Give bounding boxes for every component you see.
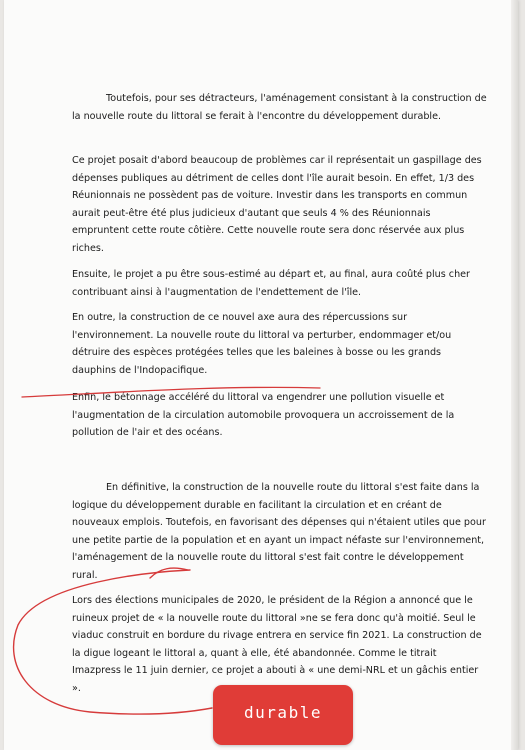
paragraph-intro: Toutefois, pour ses détracteurs, l'aménagement consistant à la construction de la nouvelle route du littoral se ferait à l'encontre du développement durable. [72,93,487,122]
paragraph-conclusion: En définitive, la construction de la nouvelle route du littoral s'est faite dans la logique du développement durable en facilitant la circulation et en créant de nouveaux emplois. Toutefois, en favorisant des dépenses qui n'étaient utiles que pour une petite partie de la population et en ayant un impact néfaste sur l'environnement, l'aménagement de la nouvelle route du littoral s'est fait contre le développement rural. [72,482,486,581]
paragraph-fourth-argument: Enfin, le bétonnage accéléré du littoral va engendrer une pollution visuelle et l'augmentation de la circulation automobile provoquera un accroissement de la pollution de l'air et des océans. [72,392,455,439]
correction-label: durable [244,702,322,722]
paragraph-second-argument: Ensuite, le projet a pu être sous-estimé au départ et, au final, aura coûté plus cher contribuant ainsi à l'augmentation de l'endettement de l'île. [72,269,470,298]
correction-sticker [213,685,353,745]
paragraph-first-argument: Ce projet posait d'abord beaucoup de problèmes car il représentait un gaspillage des dépenses publiques au détriment de celles dont l'île aurait besoin. En effet, 1/3 des Réunionnais ne possèdent pas de voiture. Investir dans les transports en commun aurait peut-être été plus judicieux d'autant que seuls 4 % des Réunionnais empruntent cette route côtière. Cette nouvelle route sera donc réservée aux plus riches. [72,155,482,254]
paragraph-update: Lors des élections municipales de 2020, le président de la Région a annoncé que le ruineux projet de « la nouvelle route du littoral »ne se fera donc qu'à moitié. Seul le viaduc construit en bordure du rivage entrera en service fin 2021. La construction de la digue logeant le littoral a, quant à elle, été abandonnée. Comme le titrait Imazpress le 11 juin dernier, ce projet a abouti à « une demi-NRL et un gâchis entier ». [72,595,482,694]
page-edge-shadow [511,0,518,750]
paragraph-third-argument: En outre, la construction de ce nouvel axe aura des répercussions sur l'environnement. La nouvelle route du littoral va perturber, endommager et/ou détruire des espèces protégées telles que les baleines à bosse ou les grands dauphins de l'Indopacifique. [72,312,452,376]
